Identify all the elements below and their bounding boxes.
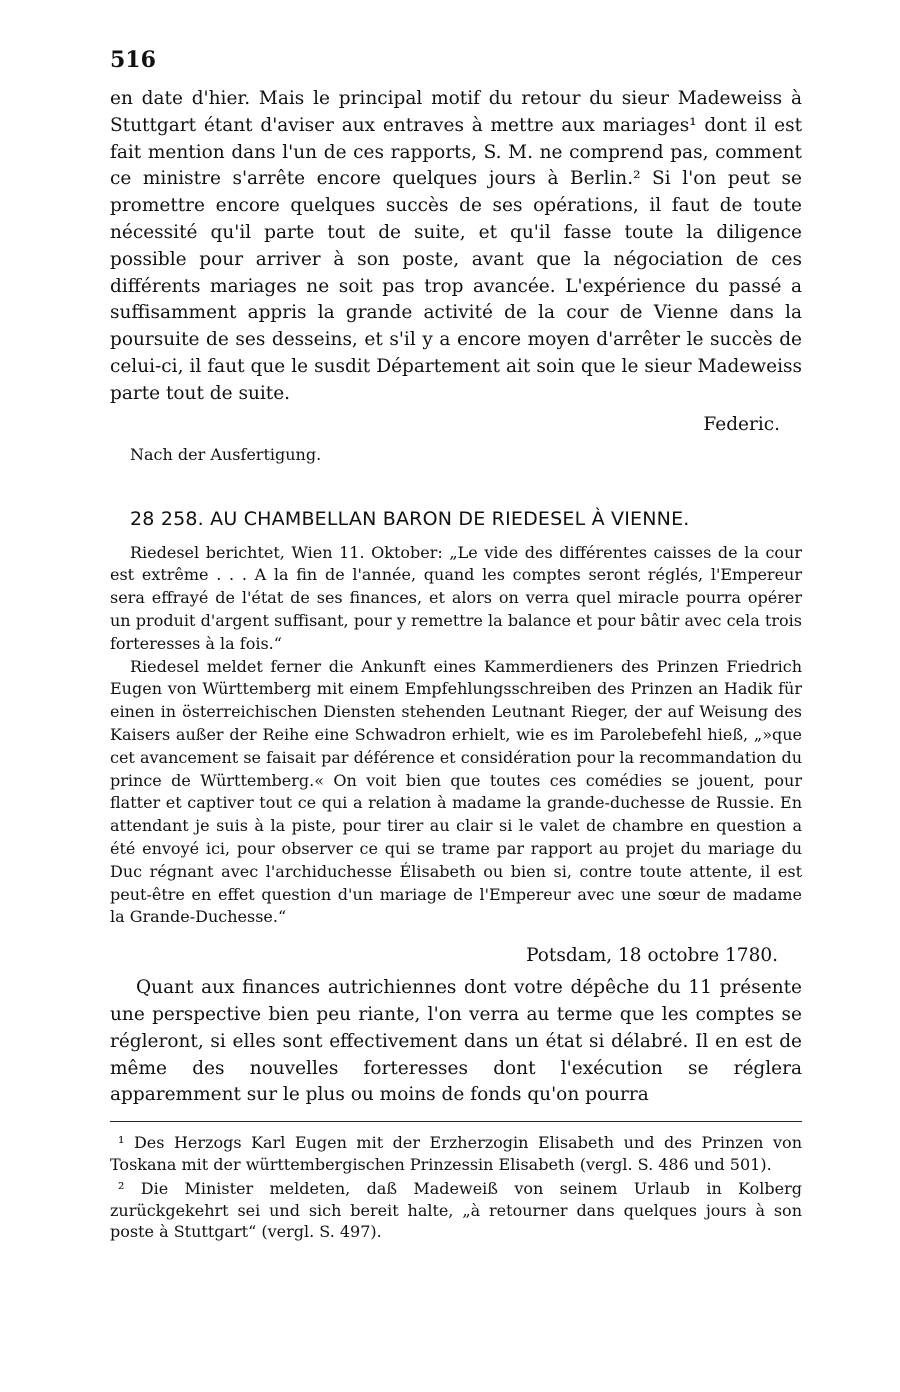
summary-paragraph: Riedesel meldet ferner die Ankunft eines Kammerdieners des Prinzen Friedrich Eugen von Württemberg mit einem Empfehlungsschreiben des Prinzen an Hadik für einen in österreichischen Diensten stehenden Leutnant Rieger, der auf Weisung des Kaisers außer der Reihe eine Schwadron erhielt, wie es im Parolebefehl hieß, „»que cet avancement se faisait par déférence et considération pour la recommandation du prince de Württemberg.« On voit bien que toutes ces comédies se jouent, pour flatter et captiver tout ce qui a relation à madame la grande-duchesse de Russie. En attendant je suis à la piste, pour tirer au clair si le valet de chambre en question a été envoyé ici, pour observer ce qui se trame par rapport au projet du mariage du Duc régnant avec l'archiduchesse Élisabeth ou bien si, contre toute attente, il est peut-être en effet question d'un mariage de l'Empereur avec une sœur de madame la Grande-Duchesse.“ (110, 656, 802, 927)
source-note: Nach der Ausfertigung. (130, 444, 322, 464)
footnote: ² Die Minister meldeten, daß Madeweiß von seinem Urlaub in Kolberg zurückgekehrt sei und sich bereit halte, „à retourner dans quelques jours à son poste à Stuttgart“ (vergl. S. 497). (110, 1179, 802, 1242)
signature: Federic. (703, 413, 780, 435)
summary-paragraph: Riedesel berichtet, Wien 11. Oktober: „Le vide des différentes caisses de la cour est extrême . . . A la fin de l'année, quand les comptes seront réglés, l'Empereur sera effrayé de l'état de ses finances, et alors on verra quel miracle pourra opérer un produit d'argent suffisant, pour y remettre la balance et pour bâtir avec cela trois forteresses à la fois.“ (110, 542, 802, 653)
letter-summary (110, 542, 802, 930)
footnote: ¹ Des Herzogs Karl Eugen mit der Erzherzogin Elisabeth und des Prinzen von Toskana mit der württembergischen Prinzessin Elisabeth (vergl. S. 486 und 501). (110, 1133, 802, 1174)
letter-body-text: Quant aux finances autrichiennes dont votre dépêche du 11 présente une perspective bien peu riante, l'on verra au terme que les comptes se régleront, si elles sont effectivement dans un état si délabré. Il en est de même des nouvelles forteresses dont l'exécution se réglera apparemment sur le plus ou moins de fonds qu'on pourra (110, 977, 802, 1106)
footnote-divider (110, 1121, 802, 1122)
document-page (110, 40, 802, 1246)
letter-continuation-text: en date d'hier. Mais le principal motif du retour du sieur Madeweiss à Stuttgart étant d'aviser aux entraves à mettre aux mariages¹ dont il est fait mention dans l'un de ces rapports, S. M. ne comprend pas, comment ce ministre s'arrête encore quelques jours à Berlin.² Si l'on peut se promettre encore quelques succès de ses opérations, il faut de toute nécessité qu'il parte tout de suite, et qu'il fasse toute la diligence possible pour arriver à son poste, avant que la négociation de ces différents mariages ne soit pas trop avancée. L'expérience du passé a suffisamment appris la grande activité de la cour de Vienne dans la poursuite de ses desseins, et s'il y a encore moyen d'arrêter le succès de celui-ci, il faut que le susdit Département ait soin que le sieur Madeweiss parte tout de suite. (110, 88, 802, 404)
page-number: 516 (110, 47, 156, 73)
dateline: Potsdam, 18 octobre 1780. (526, 945, 778, 967)
letter-heading: 28 258. AU CHAMBELLAN BARON DE RIEDESEL À VIENNE. (130, 507, 690, 530)
